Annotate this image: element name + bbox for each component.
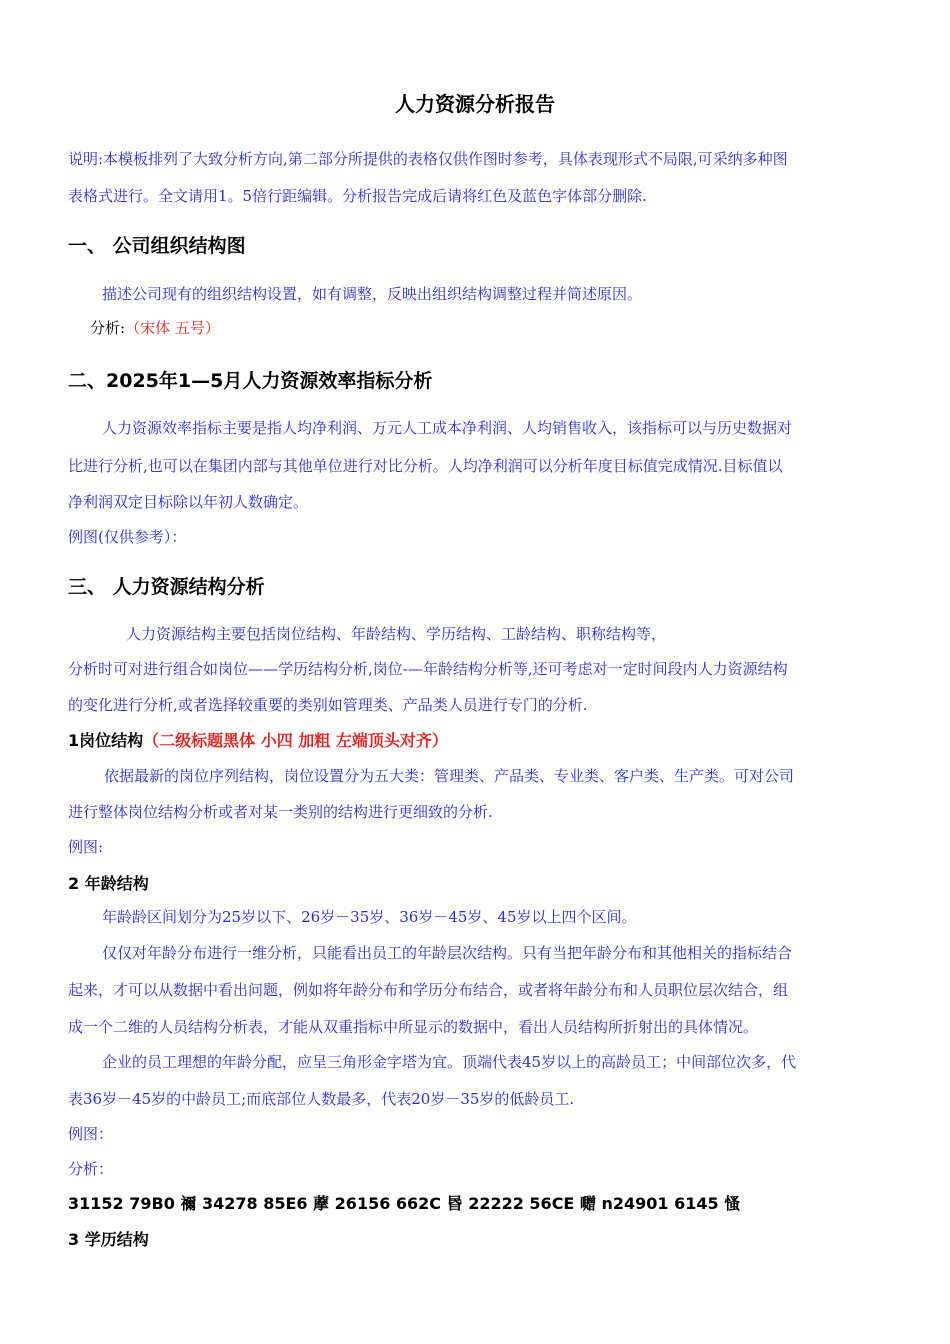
section-3-paragraph-line-2: 分析时可对进行组合如岗位——学历结构分析,岗位-—年龄结构分析等,还可考虑对一定时间段内人力资源结构 [68,660,788,678]
instruction-note-line-2: 表格式进行。全文请用1。5倍行距编辑。分析报告完成后请将红色及蓝色字体部分删除. [68,187,647,205]
subsection-2-paragraph-2-line-3: 成一个二维的人员结构分析表，才能从双重指标中所显示的数据中，看出人员结构所折射出的具体情况。 [68,1018,759,1036]
section-2-paragraph-line-3: 净利润双定目标除以年初人数确定。 [68,493,309,511]
section-2-heading: 二、2025年1—5月人力资源效率指标分析 [68,370,433,392]
section-3-paragraph-line-1: 人力资源结构主要包括岗位结构、年龄结构、学历结构、工龄结构、职称结构等， [126,625,667,643]
subsection-1-example-label: 例图: [68,838,104,856]
section-1-heading: 一、 公司组织结构图 [68,235,246,257]
subsection-2-example-label: 例图： [68,1125,114,1143]
analysis-label: 分析: [90,319,126,337]
heading-style-hint: （二级标题黑体 小四 加粗 左端顶头对齐） [143,731,448,750]
document-title: 人力资源分析报告 [395,92,555,116]
font-hint: （宋体 五号） [125,319,220,337]
subsection-1-title: 1岗位结构 [68,731,144,750]
subsection-1-paragraph-line-2: 进行整体岗位结构分析或者对某一类别的结构进行更细致的分析. [68,803,493,821]
section-1-analysis [90,317,882,338]
section-2-paragraph-line-1: 人力资源效率指标主要是指人均净利润、万元人工成本净利润、人均销售收入，该指标可以与历史数据对 [102,419,793,437]
subsection-2-paragraph-2-line-1: 仅仅对年龄分布进行一维分析，只能看出员工的年龄层次结构。只有当把年龄分布和其他相关的指标结合 [102,944,793,962]
section-3-heading: 三、 人力资源结构分析 [68,576,265,598]
subsection-2-heading: 2 年龄结构 [68,874,149,893]
section-3-paragraph-line-3: 的变化进行分析,或者选择较重要的类别如管理类、产品类人员进行专门的分析. [68,696,588,714]
section-1-description: 描述公司现有的组织结构设置，如有调整，反映出组织结构调整过程并简述原因。 [102,285,643,303]
instruction-note-line-1: 说明:本模板排列了大致分析方向,第二部分所提供的表格仅供作图时参考，具体表现形式不局限,可采纳多种图 [68,150,788,168]
subsection-2-paragraph-3-line-2: 表36岁－45岁的中龄员工;而底部位人数最多，代表20岁－35岁的低龄员工. [68,1090,575,1108]
garbled-character-codes: 31152 79B0 禰 34278 85E6 藦 26156 662C 昬 22222 56CE 囎 n24901 6145 慅 [68,1194,741,1213]
subsection-2-paragraph-3-line-1: 企业的员工理想的年龄分配，应呈三角形金字塔为宜。顶端代表45岁以上的高龄员工；中间部位次多，代 [102,1053,797,1071]
section-2-paragraph-line-2: 比进行分析,也可以在集团内部与其他单位进行对比分析。人均净利润可以分析年度目标值完成情况.目标值以 [68,457,783,475]
section-2-example-label: 例图(仅供参考）： [68,528,187,546]
subsection-3-heading: 3 学历结构 [68,1230,149,1249]
subsection-2-paragraph-1: 年龄龄区间划分为25岁以下、26岁－35岁、36岁－45岁、45岁以上四个区间。 [102,908,637,926]
subsection-1-paragraph-line-1: 依据最新的岗位序列结构，岗位设置分为五大类：管理类、产品类、专业类、客户类、生产类。可对公司 [104,767,795,785]
subsection-2-paragraph-2-line-2: 起来，才可以从数据中看出问题，例如将年龄分布和学历分布结合，或者将年龄分布和人员职位层次结合，组 [68,981,789,999]
subsection-2-analysis-label: 分析： [68,1160,114,1178]
subsection-1-heading [68,728,882,751]
